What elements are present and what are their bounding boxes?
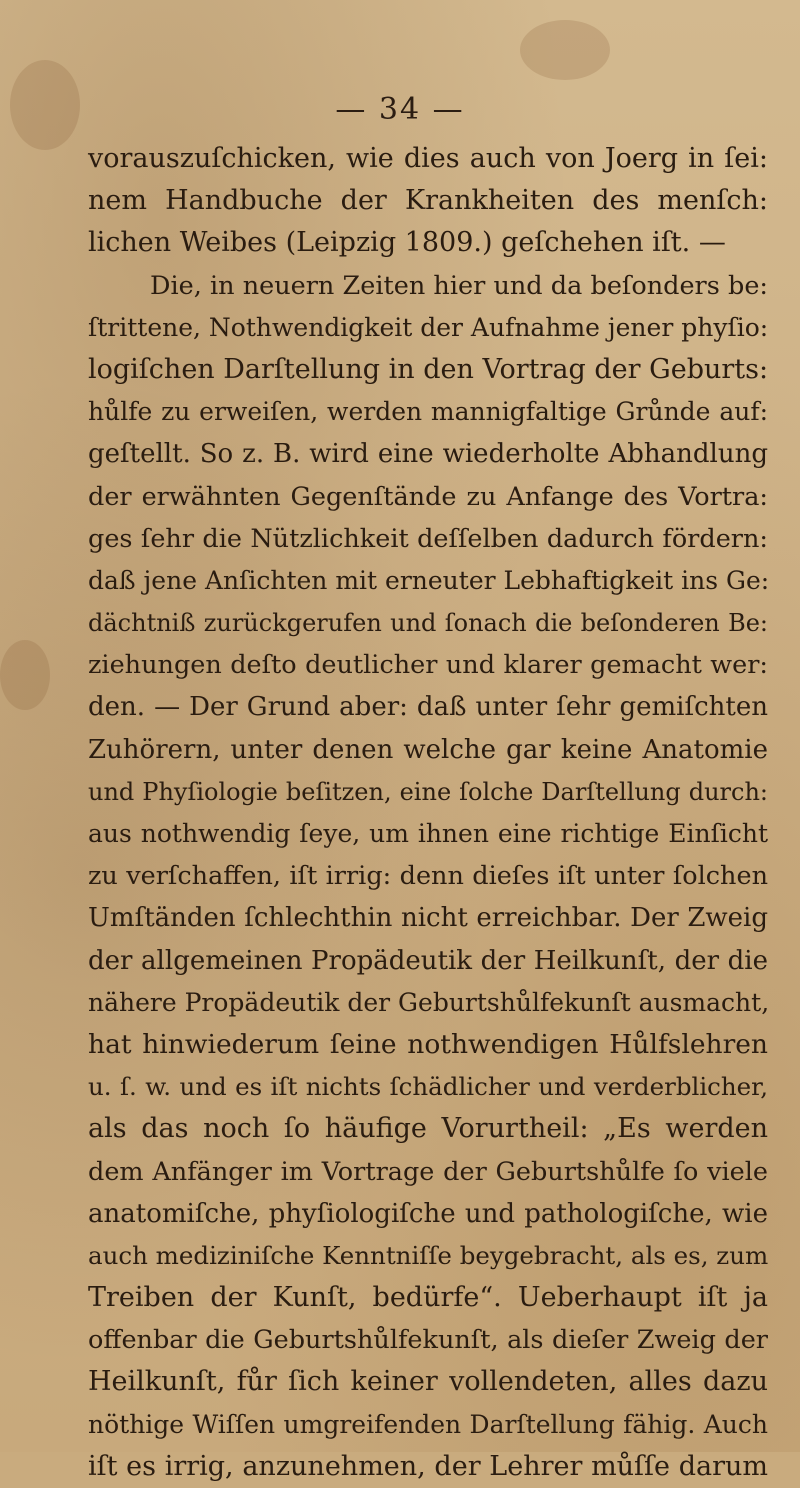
text-line: iſt es irrig, anzunehmen, der Lehrer můſſe darum	[88, 1450, 768, 1482]
text-line: ziehungen deſto deutlicher und klarer gemacht wer:	[88, 650, 768, 681]
text-line: offenbar die Geburtshůlfekunſt, als dieſer Zweig der	[88, 1325, 768, 1356]
text-line: als das noch ſo häufige Vorurtheil: „Es werden	[88, 1113, 768, 1145]
body-text	[88, 138, 768, 1488]
paper-stain	[520, 20, 610, 80]
text-line: Die, in neuern Zeiten hier und da beſonders be:	[150, 270, 768, 301]
text-line: dem Anfänger im Vortrage der Geburtshůlfe ſo viele	[88, 1156, 768, 1187]
text-line: hůlfe zu erweiſen, werden mannigfaltige Grůnde auf:	[88, 397, 768, 427]
text-line: den. — Der Grund aber: daß unter ſehr gemiſchten	[88, 692, 768, 723]
text-line: logiſchen Darſtellung in den Vortrag der Geburts:	[88, 353, 769, 385]
text-line: hat hinwiederum ſeine nothwendigen Hůlfslehren	[88, 1028, 768, 1060]
text-line: Heilkunſt, fůr ſich keiner vollendeten, alles dazu	[88, 1366, 768, 1398]
text-line: dächtniß zurückgerufen und ſonach die beſonderen Be:	[88, 609, 768, 638]
text-line: vorauszuſchicken, wie dies auch von Joerg in ſei:	[88, 143, 768, 174]
text-line: auch mediziniſche Kenntniſſe beygebracht, als es, zum	[88, 1240, 769, 1270]
text-line: aus nothwendig ſeye, um ihnen eine richtige Einſicht	[88, 819, 768, 848]
text-line: lichen Weibes (Leipzig 1809.) geſchehen iſt. —	[88, 227, 726, 259]
text-line: nähere Propädeutik der Geburtshůlfekunſt ausmacht,	[88, 987, 770, 1017]
text-line: der allgemeinen Propädeutik der Heilkunſt, der die	[88, 945, 768, 976]
text-line: nem Handbuche der Krankheiten des menſch:	[88, 185, 768, 217]
text-line: ges ſehr die Nützlichkeit deſſelben dadurch fördern:	[88, 523, 768, 554]
text-line: anatomiſche, phyſiologiſche und pathologiſche, wie	[88, 1198, 768, 1229]
text-line: Zuhörern, unter denen welche gar keine Anatomie	[88, 734, 768, 765]
text-line: Treiben der Kunſt, bedürfe“. Ueberhaupt iſt ja	[88, 1282, 768, 1314]
text-line: geſtellt. So z. B. wird eine wiederholte Abhandlung	[88, 439, 768, 470]
text-line: der erwähnten Gegenſtände zu Anfange des Vortra:	[88, 481, 768, 512]
text-line: und Phyſiologie beſitzen, eine ſolche Darſtellung durch:	[88, 777, 768, 806]
text-line: u. ſ. w. und es iſt nichts ſchädlicher und verderblicher,	[88, 1072, 768, 1102]
page-number: — 34 —	[335, 92, 465, 127]
text-line: nöthige Wiſſen umgreifenden Darſtellung fähig. Auch	[88, 1409, 768, 1439]
text-line: ſtrittene, Nothwendigkeit der Aufnahme jener phyſio:	[88, 312, 769, 342]
text-line: Umſtänden ſchlechthin nicht erreichbar. Der Zweig	[88, 903, 768, 934]
text-line: daß jene Anſichten mit erneuter Lebhaftigkeit ins Ge:	[88, 565, 770, 595]
text-line: zu verſchaffen, iſt irrig: denn dieſes iſt unter ſolchen	[88, 861, 768, 892]
paper-stain	[0, 640, 50, 710]
